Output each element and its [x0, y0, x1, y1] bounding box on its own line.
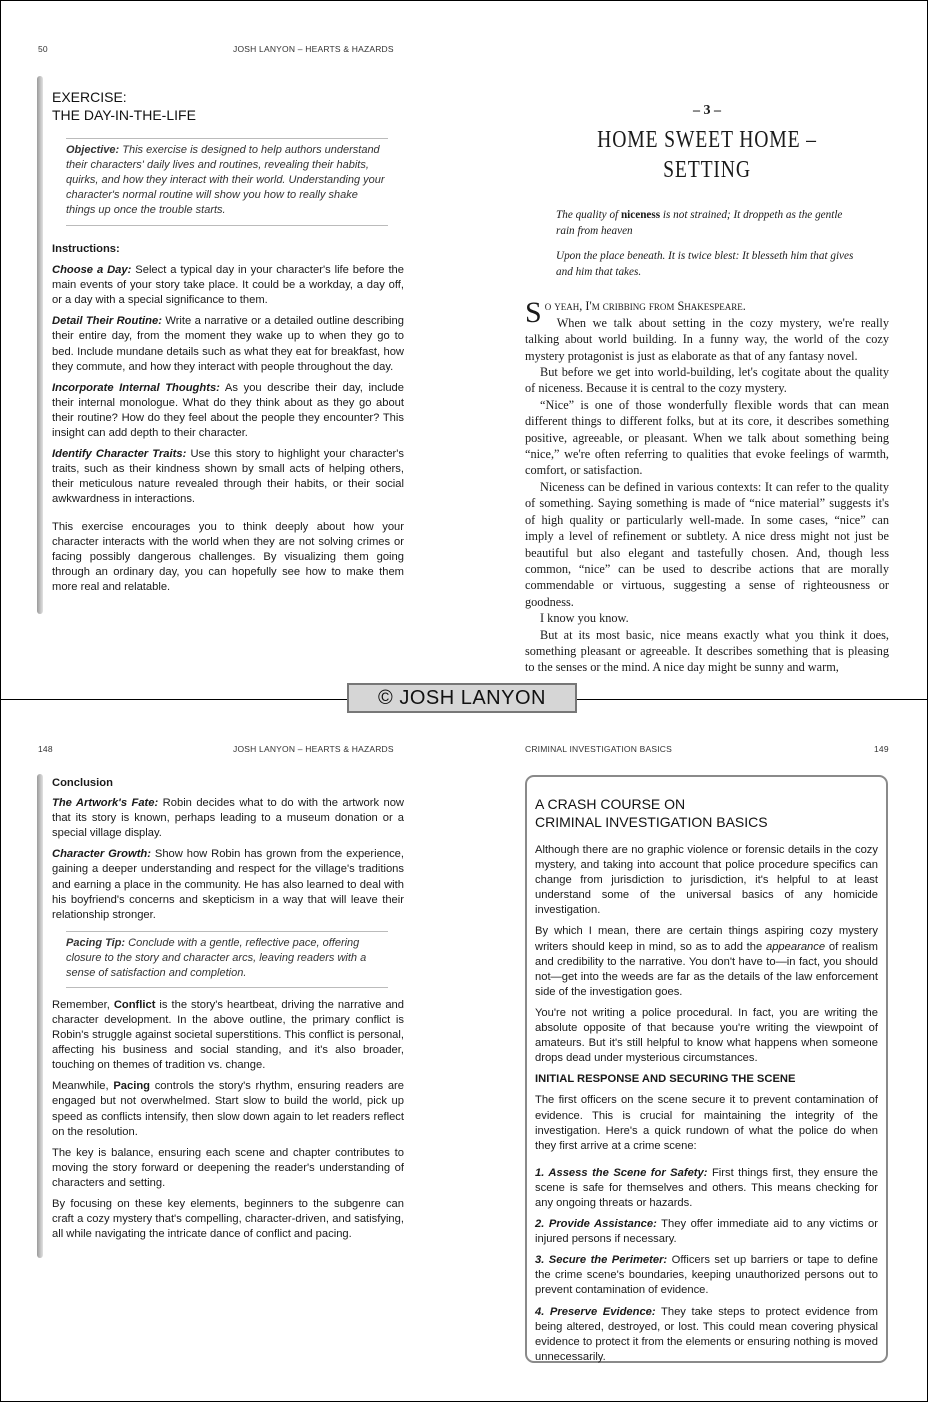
- running-header: JOSH LANYON – HEARTS & HAZARDS: [233, 44, 394, 54]
- instruction-item: [52, 447, 404, 507]
- body-paragraph: When we talk about setting in the cozy mystery, we're really talking about world building. In a funny way, the world of the cozy mystery protagonist is just as elaborate as that of any fantasy novel.: [525, 315, 889, 363]
- opening-line: [525, 298, 889, 364]
- page-number: 50: [38, 44, 48, 54]
- instructions-heading: Instructions:: [52, 243, 120, 255]
- text-run: of realism and credibility to the narrative. You don't have to—in fact, you should not—get into the weeds are far as the details of the law enforcement side of the investigation goes.: [535, 940, 878, 998]
- chapter-opening: [525, 103, 889, 676]
- instruction-item: [52, 263, 404, 308]
- subheading: INITIAL RESPONSE AND SECURING THE SCENE: [535, 1073, 796, 1086]
- step-item: [535, 1166, 878, 1211]
- epigraph-text: is not strained; It droppeth as the gentle rain from heaven: [556, 209, 843, 238]
- step-text: They take steps to protect evidence from being altered, destroyed, or lost. This could mean covering physical evidence to protect it from the elements or ensuring nothing is moved unnecessarily.: [535, 1305, 878, 1363]
- step-item: [535, 1217, 878, 1247]
- sidebar-accent-bar: [37, 774, 43, 1258]
- objective-text: This exercise is designed to help authors understand their characters' daily lives and routines, revealing their habits, quirks, and how they interact with their world. Understanding your character's normal routine will show you how to really shake things up once the trouble starts.: [66, 144, 385, 216]
- heading-line: THE DAY-IN-THE-LIFE: [52, 107, 196, 123]
- objective-label: Objective:: [66, 144, 120, 156]
- crash-course-box: [525, 775, 888, 1363]
- sidebar-accent-bar: [37, 76, 43, 614]
- item-text: Use this story to highlight your character's traits, such as their kindness shown by small acts of helping others, their meticulous nature revealed through their habits, or their social awkwardness in interactions.: [52, 448, 404, 506]
- body-paragraph: I know you know.: [540, 611, 629, 626]
- step-label: 4. Preserve Evidence:: [535, 1305, 656, 1318]
- copyright-watermark: © JOSH LANYON: [347, 683, 577, 713]
- item-text: As you describe their day, include their internal monologue. What do they think about as they go about their routine? How do they feel about the people they encounter? This insight can add depth to their character.: [52, 381, 405, 440]
- epigraph-emphasis: niceness: [620, 209, 661, 222]
- text-emphasis: Conflict: [113, 998, 156, 1011]
- item-text: Write a narrative or a detailed outline describing their entire day, from the moment they wake up to when they go to bed. Include mundane details such as what they eat for breakfast, how they commute, and how they interact with people throughout the day.: [52, 315, 404, 373]
- body-paragraph: [52, 1079, 404, 1139]
- body-paragraph: But at its most basic, nice means exactly what you think it does, something pleasant or agreeable. It describes something that is pleasing to the senses or the mind. A nice day might be sunny and warm,: [525, 627, 889, 675]
- body-paragraph: “Nice” is one of those wonderfully flexible words that can mean different things to different folks, but at its core, it describes something positive, agreeable, or pleasant. When we talk about something being “nice,” we're often referring to qualities that evoke feelings of warmth, comfort, or satisfaction.: [525, 397, 889, 478]
- item-label: Identify Character Traits:: [52, 448, 187, 461]
- conclusion-section: [52, 776, 404, 1248]
- item-text: Robin decides what to do with the artwork now that its story is known, perhaps leading to a museum donation or a special village display.: [52, 797, 404, 840]
- chapter-number: – 3 –: [693, 103, 721, 118]
- tip-label: Pacing Tip:: [66, 936, 126, 949]
- item-label: Character Growth:: [52, 848, 151, 861]
- step-text: Officers set up barriers or tape to define the crime scene's boundaries, keeping unauthorized persons out to prevent contamination of evidence.: [535, 1254, 878, 1297]
- text-run: is the story's heartbeat, driving the narrative and character development. In the above outline, the primary conflict is Robin's struggle against societal superstitions. This conflict is personal, affecting his business and social standing, and it's also broader, touching on themes of tradition vs. change.: [52, 998, 404, 1072]
- box-heading: [535, 795, 878, 831]
- text-emphasis: appearance: [765, 940, 826, 953]
- exercise-section: [52, 88, 404, 601]
- conclusion-item: [52, 847, 404, 922]
- exercise-heading: [52, 88, 404, 124]
- step-label: 3. Secure the Perimeter:: [535, 1254, 668, 1267]
- item-text: Select a typical day in your character's life before the main events of your story take place. It could be a workday, a day off, or a day with a special significance to them.: [52, 264, 404, 307]
- instruction-item: [52, 314, 404, 374]
- chapter-title: HOME SWEET HOME – SETTING: [597, 127, 817, 184]
- page-number: 148: [38, 744, 53, 754]
- item-label: Detail Their Routine:: [52, 315, 162, 328]
- item-label: Incorporate Internal Thoughts:: [52, 381, 220, 394]
- step-text: First things first, they ensure the scene is safe for themselves and others. This means checking for any ongoing threats or hazards.: [535, 1166, 878, 1209]
- conclusion-item: [52, 796, 404, 841]
- tip-text: Conclude with a gentle, reflective pace, offering closure to the story and character arcs, leaving readers with a sense of satisfaction and completion.: [66, 936, 367, 979]
- instruction-item: [52, 381, 404, 441]
- heading-line: EXERCISE:: [52, 89, 127, 105]
- text-run: controls the story's rhythm, ensuring readers are engaged but not overwhelmed. Start slow to build the world, pick up speed as conflicts intensify, then slow down again to let readers reflect on the resolution.: [52, 1080, 404, 1138]
- step-item: [535, 1305, 878, 1365]
- pacing-tip-note: [66, 931, 388, 988]
- chapter-body: [525, 298, 889, 675]
- body-paragraph: Although there are no graphic violence or forensic details in the cozy mystery, and taking into account that police procedure specifics can change from jurisdiction to jurisdiction, it's helpful to at least understand some of the universal basics of any homicide investigation.: [535, 844, 878, 917]
- text-run: Remember,: [52, 998, 114, 1011]
- running-header: JOSH LANYON – HEARTS & HAZARDS: [233, 744, 394, 754]
- epigraph-line: [556, 207, 861, 239]
- text-emphasis: Pacing: [113, 1080, 150, 1093]
- closing-paragraph: This exercise encourages you to think deeply about how your character interacts with the world when they are not solving crimes or facing possibly dangerous challenges. By visualizing them going through an ordinary day, you can hopefully see how to make them more real and relatable.: [52, 520, 404, 593]
- epigraph-line: Upon the place beneath. It is twice blest: It blesseth him that gives and him that takes.: [556, 250, 854, 279]
- text-run: By which I mean, there are certain things aspiring cozy mystery writers should keep in mind, so as to add the: [535, 925, 878, 953]
- item-label: Choose a Day:: [52, 264, 132, 277]
- body-paragraph: By focusing on these key elements, beginners to the subgenre can craft a cozy mystery that's compelling, character-driven, and satisfying, all while navigating the intricate dance of conflict and pacing.: [52, 1197, 404, 1241]
- body-paragraph: [535, 924, 878, 999]
- page-number: 149: [874, 744, 889, 754]
- body-paragraph: Niceness can be defined in various contexts: It can refer to the quality of something. Saying something is made of “nice material” suggests it's of high quality or particularly well-made. In some cases, “nice” can imply a level of refinement or subtlety. A nice dress might not just be beautiful but also elegant and tastefully chosen. And, though less common, “nice” can be used to describe actions that are morally commendable or virtuous, suggesting a sense of righteousness or goodness.: [525, 479, 889, 609]
- heading-line: A CRASH COURSE ON: [535, 796, 686, 812]
- body-paragraph: [52, 998, 404, 1073]
- step-item: [535, 1253, 878, 1298]
- body-paragraph: But before we get into world-building, let's cogitate about the quality of niceness. Because it is central to the cozy mystery.: [525, 365, 889, 396]
- step-label: 2. Provide Assistance:: [535, 1218, 657, 1231]
- item-text: Show how Robin has grown from the experience, gaining a deeper understanding and respect for the village's traditions and earning a place in the community. He has also learned to deal with his boyfriend's concerns and skepticism in a way that will leave their relationship stronger.: [52, 848, 404, 921]
- running-header: CRIMINAL INVESTIGATION BASICS: [525, 744, 673, 754]
- text-run: Meanwhile,: [52, 1080, 114, 1093]
- opening-smallcaps: o yeah, I'm cribbing from Shakespeare.: [544, 299, 746, 314]
- body-paragraph: The first officers on the scene secure it to prevent contamination of evidence. This is crucial for maintaining the integrity of the investigation. Here's a quick rundown of what the police do when they first arrive at a crime scene:: [535, 1094, 878, 1152]
- epigraph-text: The quality of: [556, 209, 621, 222]
- body-paragraph: The key is balance, ensuring each scene and chapter contributes to moving the story forward or deepening the reader's understanding of characters and setting.: [52, 1146, 404, 1189]
- item-label: The Artwork's Fate:: [52, 797, 159, 810]
- body-paragraph: You're not writing a police procedural. In fact, you are writing the absolute opposite of that because you're writing the viewpoint of amateurs. But it's still helpful to know what happens when someone drops dead under mysterious circumstances.: [535, 1006, 878, 1065]
- epigraph: [556, 207, 861, 280]
- drop-cap: S: [525, 296, 542, 330]
- step-label: 1. Assess the Scene for Safety:: [535, 1166, 708, 1179]
- conclusion-heading: Conclusion: [52, 777, 113, 789]
- heading-line: CRIMINAL INVESTIGATION BASICS: [535, 814, 768, 830]
- objective-note: [66, 138, 388, 226]
- step-text: They offer immediate aid to any victims or injured persons if necessary.: [535, 1218, 878, 1246]
